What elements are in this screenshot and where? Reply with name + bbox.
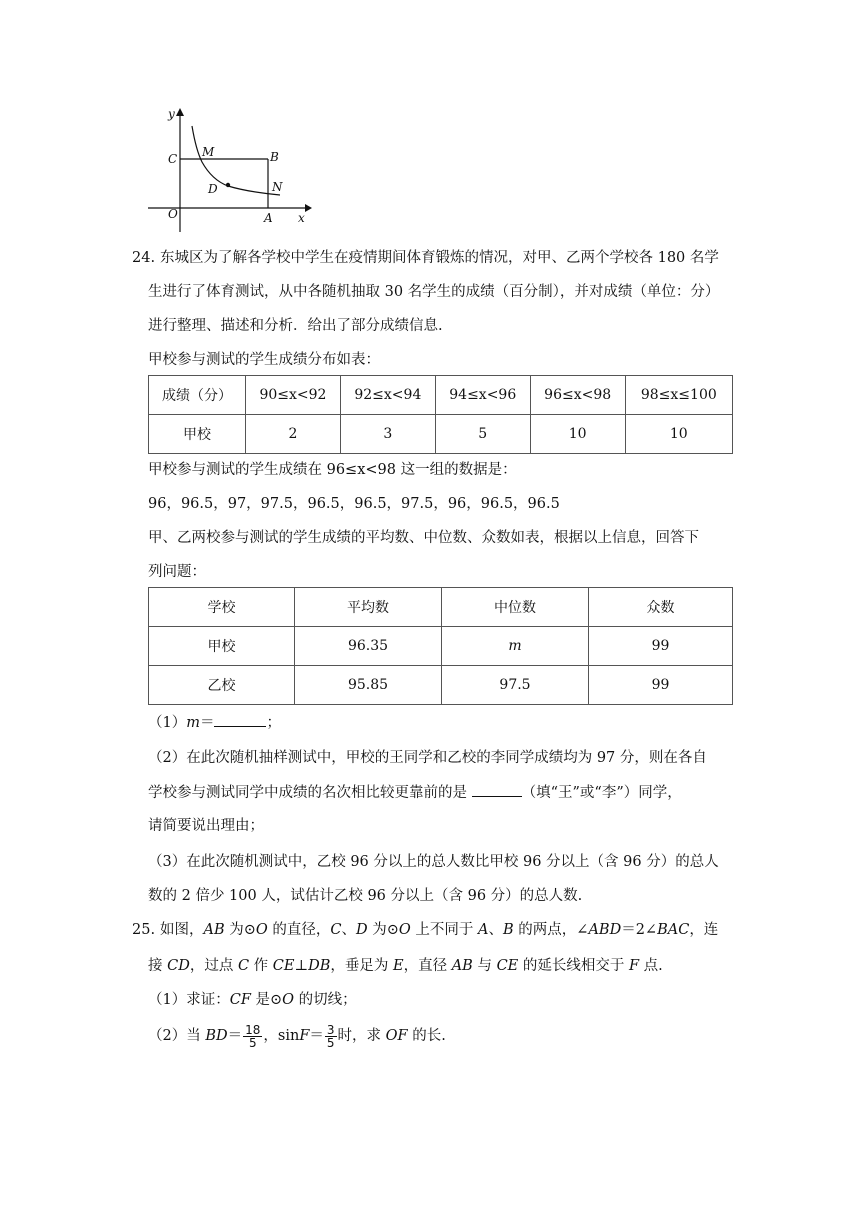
- label-d: D: [208, 182, 218, 196]
- text: 上不同于: [410, 922, 479, 938]
- q24-group-caption: 甲校参与测试的学生成绩在 96≤x<98 这一组的数据是：: [148, 462, 517, 478]
- var: CF: [229, 992, 251, 1008]
- text: （2）当: [148, 1028, 206, 1044]
- text: 为⊙: [224, 922, 256, 938]
- q24-table2-caption-line1: 甲、乙两校参与测试的学生成绩的平均数、中位数、众数如表，根据以上信息，回答下: [148, 530, 699, 546]
- var: AB: [451, 958, 473, 974]
- q25-line1: [160, 920, 718, 940]
- table-cell: 2: [246, 415, 341, 454]
- numerator: 18: [245, 1022, 261, 1037]
- text: 接: [148, 958, 168, 974]
- q24-sub2-line3: 请简要说出理由；: [148, 818, 264, 834]
- table-cell: 97.5: [442, 666, 589, 705]
- label-n: N: [272, 180, 283, 194]
- label-y: y: [168, 107, 175, 121]
- q24-table2-caption-line2: 列问题：: [148, 564, 206, 580]
- fraction-3-5: [325, 1024, 337, 1049]
- text: 的切线；: [294, 992, 357, 1008]
- denominator: 5: [248, 1035, 257, 1050]
- var: C: [330, 922, 342, 938]
- table-cell: 96≤x<98: [530, 376, 625, 415]
- label-c: C: [168, 152, 178, 166]
- var: DB: [308, 958, 331, 974]
- sub2-text-a: 学校参与测试同学中成绩的名次相比较更靠前的是: [148, 785, 472, 801]
- equals: ＝: [199, 715, 215, 731]
- table-row: [149, 415, 733, 454]
- label-b: B: [270, 150, 279, 164]
- score-distribution-table: [148, 375, 733, 454]
- statistics-table: [148, 587, 733, 705]
- q24-table1-caption: 甲校参与测试的学生成绩分布如表：: [148, 352, 380, 368]
- hyperbola-curve: [192, 126, 280, 195]
- table-cell: 96.35: [295, 627, 442, 666]
- text: 的两点，∠: [513, 922, 589, 938]
- text: 时，求: [337, 1028, 386, 1044]
- text: ，sin: [263, 1028, 300, 1044]
- q24-number: 24.: [132, 250, 156, 266]
- text: 是⊙: [250, 992, 283, 1008]
- text: 为⊙: [367, 922, 399, 938]
- table-cell: 99: [589, 627, 733, 666]
- point-d: [226, 183, 230, 187]
- q25-sub1: [148, 990, 357, 1010]
- figure-svg: [140, 100, 320, 240]
- q24-group-data: 96，96.5，97，97.5，96.5，96.5，97.5，96，96.5，96.5: [148, 496, 560, 512]
- var: F: [299, 1028, 310, 1044]
- q24-sub1: [148, 712, 281, 733]
- semicolon: ；: [266, 715, 281, 731]
- table-cell: 成绩（分）: [149, 376, 246, 415]
- denominator: 5: [326, 1035, 335, 1050]
- var: ABD: [588, 922, 622, 938]
- var: OF: [385, 1028, 408, 1044]
- table-cell: 乙校: [149, 666, 295, 705]
- fraction-18-5: [243, 1024, 262, 1049]
- var: C: [237, 958, 250, 974]
- table-cell: 92≤x<94: [340, 376, 435, 415]
- table-cell: 众数: [589, 588, 733, 627]
- var: E: [393, 958, 404, 974]
- text: 的直径，: [267, 922, 331, 938]
- sub1-prefix: （1）: [148, 715, 187, 731]
- table-cell: 3: [340, 415, 435, 454]
- table-cell: 95.85: [295, 666, 442, 705]
- text: ＝: [227, 1028, 243, 1044]
- q25-number: 25.: [132, 922, 156, 938]
- table-cell: 94≤x<96: [435, 376, 530, 415]
- text: ＝2∠: [621, 922, 658, 938]
- var: O: [282, 992, 295, 1008]
- y-axis-arrow: [176, 108, 184, 116]
- text: （1）求证：: [148, 992, 230, 1008]
- table-cell: 10: [530, 415, 625, 454]
- text: 与: [472, 958, 497, 974]
- q24-sub3-line1: （3）在此次随机测试中，乙校 96 分以上的总人数比甲校 96 分以上（含 96 分）的总人: [148, 854, 719, 870]
- text: ⊥: [294, 958, 309, 974]
- q24-intro-line2: 生进行了体育测试，从中各随机抽取 30 名学生的成绩（百分制），并对成绩（单位：分）: [148, 284, 720, 300]
- table-cell: 平均数: [295, 588, 442, 627]
- var-m: m: [186, 715, 200, 731]
- table-cell: 10: [625, 415, 732, 454]
- sub2-text-b: （填“王”或“李”）同学，: [521, 785, 682, 801]
- q25-sub2: [148, 1022, 446, 1050]
- var: O: [255, 922, 268, 938]
- text: 作: [249, 958, 273, 974]
- text: ，垂足为: [330, 958, 393, 974]
- label-a: A: [264, 211, 273, 225]
- q24-intro-line1: 东城区为了解各学校中学生在疫情期间体育锻炼的情况，对甲、乙两个学校各 180 名学: [160, 250, 719, 266]
- q24-sub3-line2: 数的 2 倍少 100 人，试估计乙校 96 分以上（含 96 分）的总人数.: [148, 888, 583, 904]
- table-cell: 甲校: [149, 627, 295, 666]
- table-cell: 90≤x<92: [246, 376, 341, 415]
- answer-blank-student[interactable]: [472, 782, 522, 797]
- table-cell: 学校: [149, 588, 295, 627]
- text: ，直径: [403, 958, 452, 974]
- table-row: [149, 588, 733, 627]
- var: A: [478, 922, 489, 938]
- label-x: x: [298, 211, 305, 225]
- var: CE: [272, 958, 295, 974]
- q24-intro-line3: 进行整理、描述和分析．给出了部分成绩信息.: [148, 318, 443, 334]
- var: B: [503, 922, 514, 938]
- var: D: [356, 922, 368, 938]
- table-row: [149, 376, 733, 415]
- var: CE: [496, 958, 519, 974]
- text: 如图，: [160, 922, 204, 938]
- x-axis-arrow: [305, 204, 312, 212]
- var: O: [398, 922, 411, 938]
- q24-sub2-line1: （2）在此次随机抽样测试中，甲校的王同学和乙校的李同学成绩均为 97 分，则在各自: [148, 750, 707, 766]
- table-row: [149, 627, 733, 666]
- text: ，过点: [189, 958, 238, 974]
- q25-line2: [148, 956, 663, 976]
- text: ，连: [689, 922, 719, 938]
- label-m: M: [202, 145, 215, 159]
- table-cell: 中位数: [442, 588, 589, 627]
- text: 、: [488, 922, 504, 938]
- var: F: [628, 958, 640, 974]
- answer-blank-m[interactable]: [214, 712, 266, 727]
- text: ＝: [309, 1028, 324, 1044]
- var: AB: [203, 922, 225, 938]
- label-o: O: [168, 207, 178, 221]
- var: CD: [167, 958, 190, 974]
- table-cell: 甲校: [149, 415, 246, 454]
- coordinate-figure: [140, 100, 320, 240]
- text: 点.: [639, 958, 663, 974]
- table-cell: 99: [589, 666, 733, 705]
- text: 的长.: [407, 1028, 446, 1044]
- text: 、: [341, 922, 357, 938]
- var: BD: [205, 1028, 228, 1044]
- text: 的延长线相交于: [518, 958, 629, 974]
- numerator: 3: [326, 1022, 335, 1037]
- var: BAC: [657, 922, 690, 938]
- table-cell: m: [442, 627, 589, 666]
- table-row: [149, 666, 733, 705]
- table-cell: 98≤x≤100: [625, 376, 732, 415]
- q24-sub2-line2: [148, 782, 682, 803]
- table-cell: 5: [435, 415, 530, 454]
